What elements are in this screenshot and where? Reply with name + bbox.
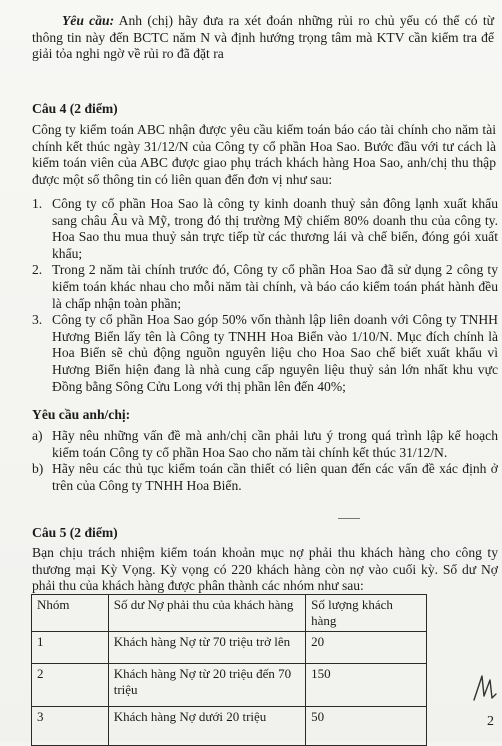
customer-groups-table (31, 594, 427, 746)
question-4-title: Câu 4 (2 điểm) (32, 101, 118, 116)
table-header-cell: Số dư Nợ phải thu của khách hàng (108, 595, 305, 632)
list-item-number: b) (32, 461, 44, 477)
table-cell: 1 (32, 632, 109, 664)
table-cell: 2 (32, 664, 109, 707)
list-item (32, 428, 498, 461)
question-5-intro: Bạn chịu trách nhiệm kiểm toán khoản mục nợ phải thu khách hàng cho công ty thương mại Kỳ Vọng. Kỳ vọng có 220 khách hàng còn nợ vào cuối kỳ. Số dư Nợ phải thu của khách hàng được phân thành các nhóm như sau: (32, 545, 498, 594)
table-cell: 50 (306, 707, 427, 746)
table-cell: Khách hàng Nợ từ 20 triệu đến 70 triệu (108, 664, 305, 707)
previous-requirement-paragraph (32, 13, 494, 63)
list-item-text: Công ty cổ phần Hoa Sao góp 50% vốn thành lập liên doanh với Công ty TNHH Hương Biển lấy tên là Công ty TNHH Hoa Biển vào 1/10/N. Mục đích chính là Hoa Biển sẽ chủ động nguồn nguyên liệu cho Hoa Sao chế biết xuất khẩu vì Hương Biển hiện đang là nhà cung cấp nguyên liệu thuỷ sản lớn nhất khu vực Đồng bằng Sông Cửu Long với thị phần lên đến 40%; (52, 312, 498, 394)
question-4-intro: Công ty kiểm toán ABC nhận được yêu cầu kiểm toán báo cáo tài chính cho năm tài chính kết thúc ngày 31/12/N của Công ty cổ phần Hoa Sao. Bước đầu với tư cách là kiểm toán viên của ABC được giao phụ trách khách hàng Hoa Sao, anh/chị thu thập được một số thông tin có liên quan đến đơn vị như sau: (32, 122, 496, 187)
table-row (32, 664, 427, 707)
requirement-label: Yêu cầu: (62, 13, 115, 28)
table-header-cell: Nhóm (32, 595, 109, 632)
table-cell: Khách hàng Nợ dưới 20 triệu (108, 707, 305, 746)
question-4-requirement-title: Yêu cầu anh/chị: (32, 407, 131, 422)
list-item-text: Trong 2 năm tài chính trước đó, Công ty cổ phần Hoa Sao đã sử dụng 2 công ty kiểm toán khác nhau cho mỗi năm tài chính, và báo cáo kiểm toán phát hành đều là chấp nhận toàn phần; (52, 262, 498, 311)
page-number: 2 (487, 714, 494, 729)
list-item-text: Công ty cổ phần Hoa Sao là công ty kinh doanh thuỷ sản đông lạnh xuất khẩu sang châu Âu và Mỹ, trong đó thị trường Mỹ chiếm 80% doanh thu của công ty. Hoa Sao thu mua thuỷ sản trực tiếp từ các thương lái và chế biến, đóng gói xuất khẩu; (52, 196, 498, 261)
signature-mark (470, 670, 498, 708)
list-item-number: a) (32, 428, 43, 443)
table-cell: Khách hàng Nợ từ 70 triệu trở lên (108, 632, 305, 664)
list-item (32, 262, 498, 312)
divider (338, 518, 360, 519)
requirement-text: Anh (chị) hãy đưa ra xét đoán những rủi ro chủ yếu có thể có từ thông tin này đến BCTC năm N và định hướng trọng tâm mà KTV cần kiểm tra để giải tỏa nghi ngờ về rủi ro đã đặt ra (32, 13, 494, 62)
table-row (32, 707, 427, 746)
list-item-text: Hãy nêu các thủ tục kiểm toán cần thiết có liên quan đến các vấn đề xác định ở trên của Công ty TNHH Hoa Biển. (52, 461, 498, 493)
table-cell: 150 (306, 664, 427, 707)
table-row (32, 632, 427, 664)
list-item (32, 461, 498, 494)
question-4-requirement-list (32, 428, 498, 494)
list-item (32, 312, 498, 395)
table-header-row (32, 595, 427, 632)
list-item-number: 3. (32, 312, 43, 328)
table-cell: 3 (32, 707, 109, 746)
list-item-text: Hãy nêu những vấn đề mà anh/chị cần phải lưu ý trong quá trình lập kế hoạch kiểm toán Công ty cổ phần Hoa Sao cho năm tài chính kết thúc 31/12/N. (52, 428, 498, 460)
question-5-title: Câu 5 (2 điểm) (32, 525, 118, 540)
list-item-number: 1. (32, 196, 43, 211)
table-cell: 20 (306, 632, 427, 664)
question-4-facts-list (32, 196, 498, 395)
list-item (32, 196, 498, 262)
table-header-cell: Số lượng khách hàng (306, 595, 427, 632)
list-item-number: 2. (32, 262, 43, 278)
